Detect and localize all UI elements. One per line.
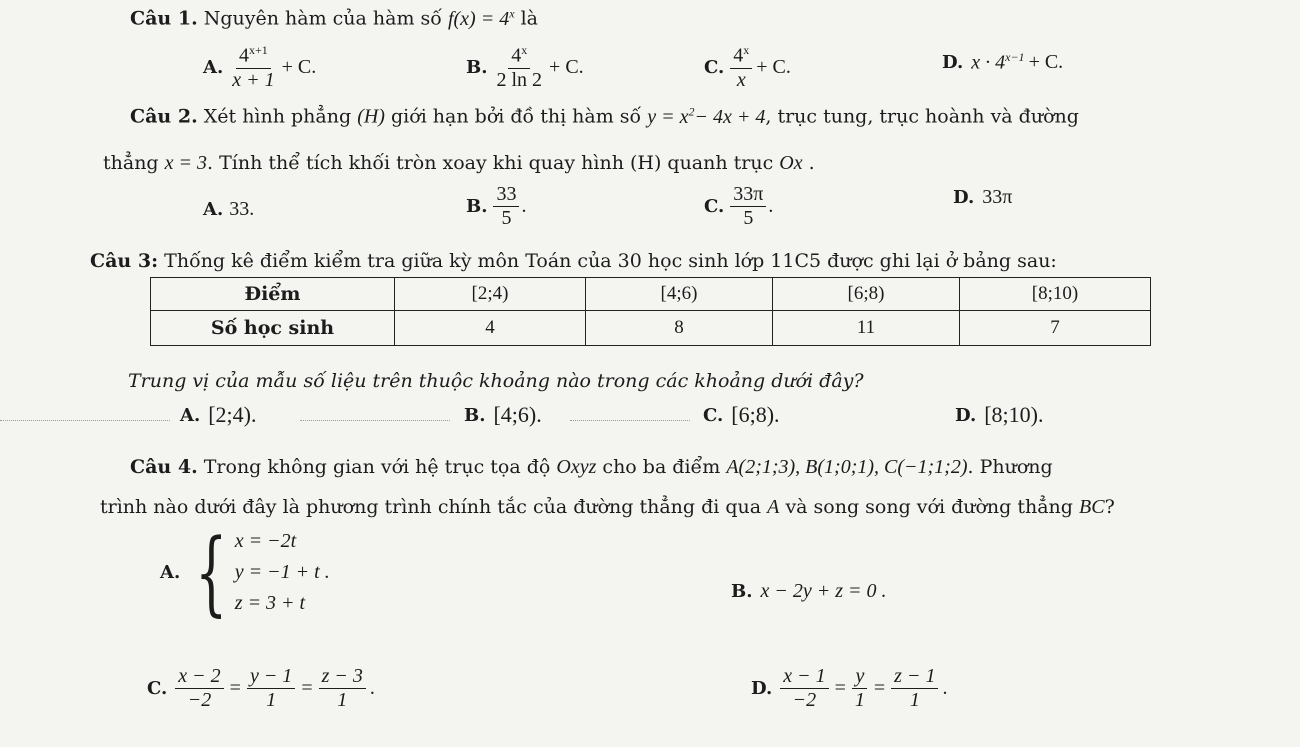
q2-option-c[interactable]: C. $\frac{33\pi}{5}$ . (704, 183, 774, 229)
table-cell: 8 (586, 311, 773, 346)
q2-option-a[interactable]: A. 33. (203, 198, 255, 220)
q1-option-c[interactable]: C. $\frac{4^x}{x}$ + C. (704, 43, 791, 91)
table-cell: [4;6) (586, 278, 773, 311)
q3-stem: Câu 3: Thống kê điểm kiểm tra giữa kỳ môn Toán của 30 học sinh lớp 11C5 được ghi lại ở bảng sau: (90, 250, 1057, 272)
q4-option-c[interactable]: C. $\frac{x - 2}{-2}$ = $\frac{y - 1}{1}$ = $\frac{z - 3}{1}$ . (147, 665, 375, 711)
table-cell: [8;10) (960, 278, 1151, 311)
table-cell: 7 (960, 311, 1151, 346)
q2-label: Câu 2. (130, 105, 198, 128)
scan-artifact-line (0, 420, 170, 421)
q1-function: $f(x) = 4^x$ (447, 6, 515, 30)
table-header-students: Số học sinh (151, 311, 395, 346)
table-cell: 11 (773, 311, 960, 346)
table-row (151, 311, 1151, 346)
table-row (151, 278, 1151, 311)
q3-question: Trung vị của mẫu số liệu trên thuộc khoảng nào trong các khoảng dưới đây? (128, 370, 864, 392)
scan-artifact-line (570, 420, 690, 421)
q3-option-b[interactable]: B. [4;6). (464, 402, 542, 427)
table-cell: [2;4) (395, 278, 586, 311)
equation-system: { x = −2t y = −1 + t . z = 3 + t (195, 518, 330, 626)
table-cell: [6;8) (773, 278, 960, 311)
q4-option-d[interactable]: D. $\frac{x - 1}{-2}$ = $\frac{y}{1}$ = $\frac{z - 1}{1}$ . (751, 665, 948, 711)
scan-artifact-line (300, 420, 450, 421)
q3-label: Câu 3: (90, 250, 159, 272)
q4-line2: trình nào dưới đây là phương trình chính tắc của đường thẳng đi qua A và song song với đường thẳng BC? (100, 496, 1115, 518)
q3-option-d[interactable]: D. [8;10). (955, 402, 1044, 427)
q1-option-b[interactable]: B. $\frac{4^x}{2 \ln 2}$ + C. (466, 43, 584, 91)
q4-option-b[interactable]: B. x − 2y + z = 0 . (731, 580, 887, 602)
q1-stem (130, 6, 538, 31)
q1-option-a[interactable]: A. $\frac{4^{x+1}}{x + 1}$ + C. (203, 43, 317, 91)
q3-option-c[interactable]: C. [6;8). (703, 402, 780, 427)
q2-option-b[interactable]: B. $\frac{33}{5}$ . (466, 183, 527, 229)
brace-icon: { (195, 518, 228, 626)
q1-option-d[interactable]: D. $x \cdot 4^{x-1}$ + C. (942, 50, 1064, 74)
q4-line1: Câu 4. Trong không gian với hệ trục tọa độ Oxyz cho ba điểm A(2;1;3), B(1;0;1), C(−1;1;2). Phương (130, 456, 1053, 478)
q4-label: Câu 4. (130, 456, 198, 478)
q3-option-a[interactable]: A. [2;4). (180, 402, 257, 427)
q1-label: Câu 1. (130, 7, 198, 30)
table-cell: 4 (395, 311, 586, 346)
table-header-score: Điểm (151, 278, 395, 311)
q2-option-d[interactable]: D. 33π (953, 186, 1013, 208)
q1-tail: là (520, 7, 538, 30)
score-table (150, 277, 1151, 346)
q1-stem-text: Nguyên hàm của hàm số (203, 7, 442, 30)
q4-option-a[interactable]: A. { x = −2t y = −1 + t . z = 3 + t (160, 518, 330, 626)
q2-line2: thẳng x = 3. Tính thể tích khối tròn xoay khi quay hình (H) quanh trục Ox . (103, 152, 815, 174)
q2-line1: Câu 2. Xét hình phẳng (H) giới hạn bởi đồ thị hàm số $y = x^2- 4x + 4$, trục tung, trục hoành và đường (130, 104, 1079, 128)
